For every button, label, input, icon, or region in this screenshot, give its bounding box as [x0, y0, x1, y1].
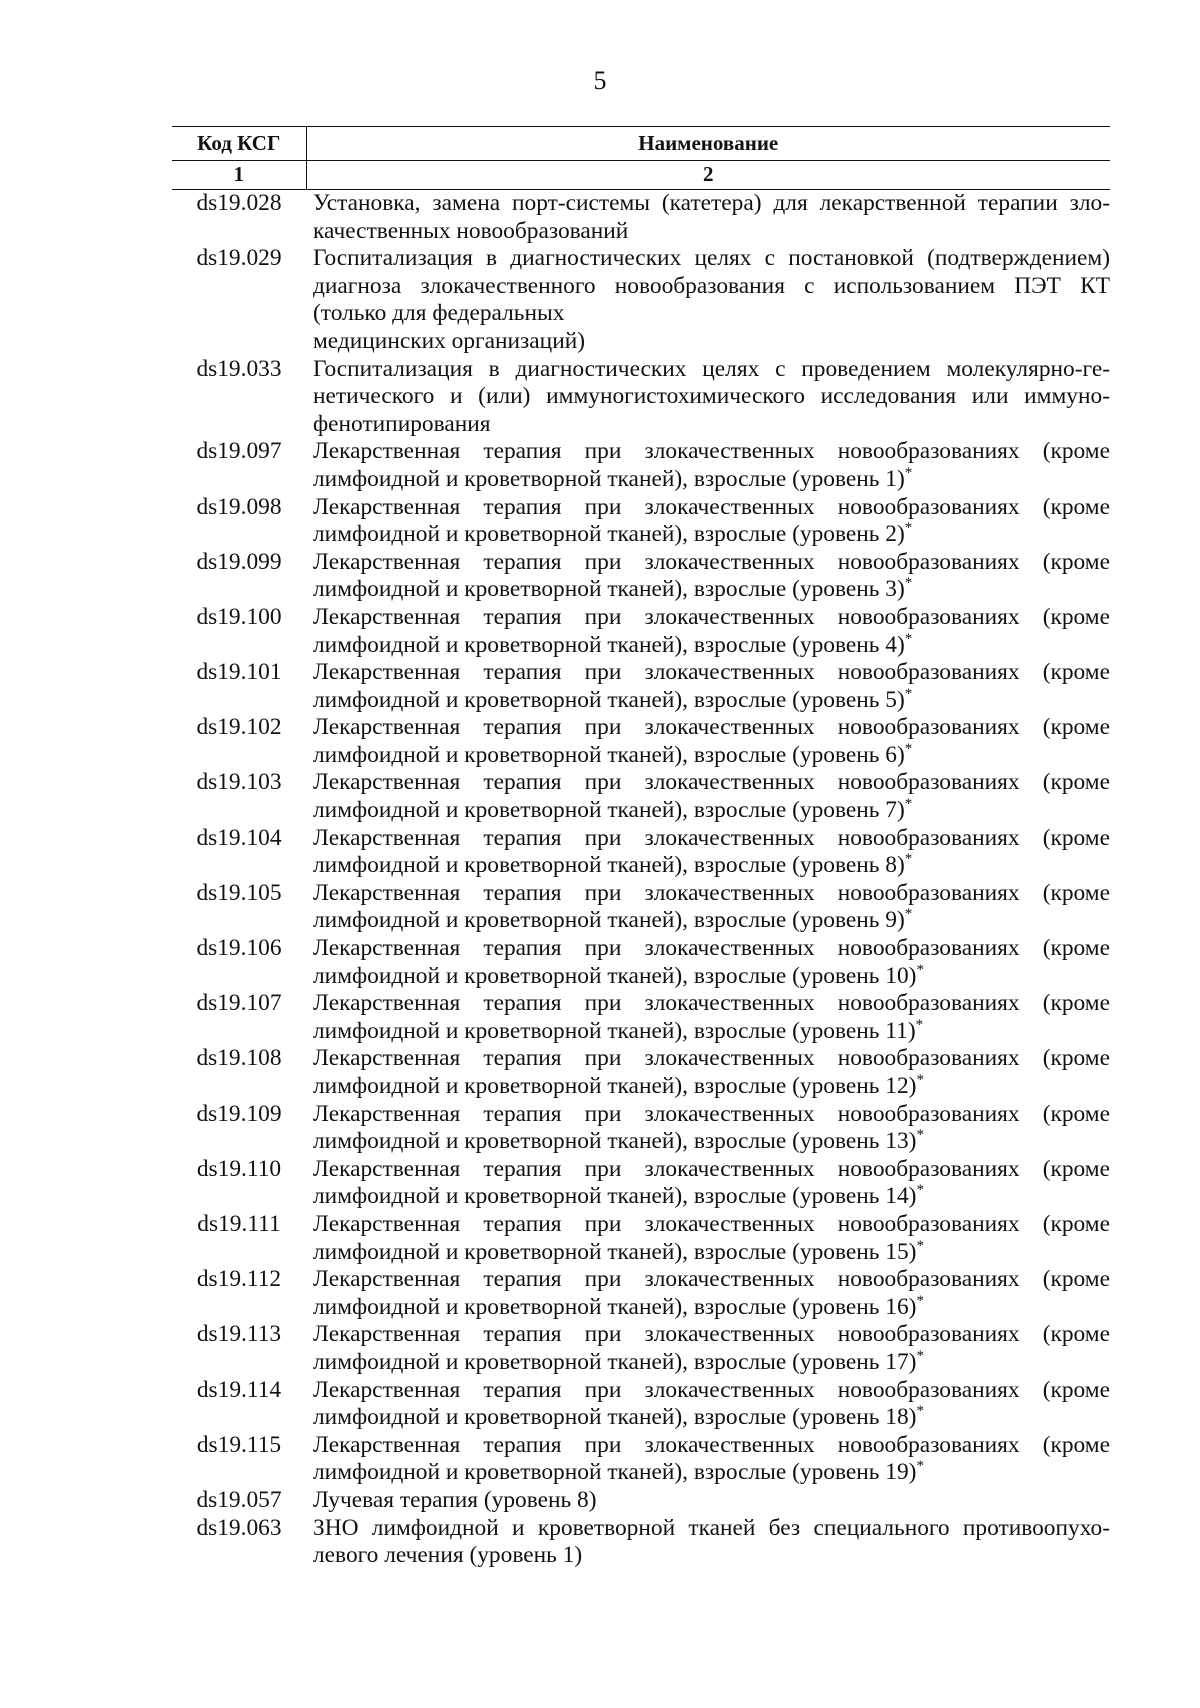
ksg-code: ds19.112 — [196, 1266, 282, 1293]
ksg-code: ds19.111 — [197, 1210, 281, 1237]
ksg-name-text: Лекарственная терапия при злокачественных новообразованиях (кроме — [313, 990, 1110, 1017]
footnote-asterisk: * — [916, 1237, 924, 1254]
table-row — [172, 438, 1110, 493]
table-row — [172, 1266, 1110, 1321]
ksg-code: ds19.113 — [196, 1321, 282, 1348]
footnote-asterisk: * — [904, 575, 913, 592]
ksg-name-text: диагноза злокачественного новообразования с использованием ПЭТ КТ — [313, 272, 1110, 299]
ksg-name-text: Лекарственная терапия при злокачественных новообразованиях (кроме — [313, 769, 1110, 796]
ksg-name — [306, 494, 1110, 549]
ksg-code: ds19.028 — [196, 190, 282, 216]
ksg-name-text: лимфоидной и кроветворной тканей), взрослые (уровень 7) — [313, 797, 905, 824]
ksg-name — [306, 549, 1110, 604]
ksg-name-text: Лекарственная терапия при злокачественных новообразованиях (кроме — [313, 438, 1110, 465]
ksg-name — [306, 825, 1110, 880]
table-row — [172, 1156, 1110, 1211]
ksg-code: ds19.115 — [196, 1431, 282, 1458]
ksg-name-line — [313, 742, 1110, 770]
table-row — [172, 356, 1110, 439]
ksg-name — [306, 1515, 1110, 1570]
ksg-name-text: лимфоидной и кроветворной тканей), взрослые (уровень 16) — [313, 1293, 917, 1320]
ksg-name — [306, 769, 1110, 824]
ksg-name-line — [313, 1349, 1110, 1377]
ksg-name-text: лимфоидной и кроветворной тканей), взрослые (уровень 15) — [313, 1238, 917, 1265]
ksg-name-text: Установка, замена порт-системы (катетера) для лекарственной терапии зло- — [313, 190, 1110, 216]
table-body — [172, 190, 1110, 1570]
ksg-name-line — [313, 769, 1110, 797]
header-row — [172, 127, 1110, 161]
ksg-name-text: лимфоидной и кроветворной тканей), взрослые (уровень 1) — [313, 465, 905, 492]
ksg-name — [306, 438, 1110, 493]
footnote-asterisk: * — [915, 1016, 924, 1033]
ksg-name-text: Лекарственная терапия при злокачественных новообразованиях (кроме — [313, 603, 1110, 630]
ksg-code: ds19.107 — [196, 990, 282, 1017]
footnote-asterisk: * — [916, 1127, 924, 1144]
table-row — [172, 549, 1110, 604]
table-row — [172, 1321, 1110, 1376]
ksg-name-line — [313, 1045, 1110, 1073]
ksg-name — [306, 1211, 1110, 1266]
table-row — [172, 769, 1110, 824]
ksg-name-line — [313, 549, 1110, 577]
ksg-name-text: лимфоидной и кроветворной тканей), взрослые (уровень 4) — [313, 631, 905, 658]
ksg-name-text: лимфоидной и кроветворной тканей), взрослые (уровень 10) — [313, 962, 917, 989]
ksg-table — [172, 126, 1110, 1570]
ksg-name — [306, 190, 1110, 246]
ksg-name — [306, 935, 1110, 990]
ksg-name-line — [313, 218, 1110, 246]
table-row — [172, 1045, 1110, 1100]
ksg-code: ds19.097 — [196, 438, 282, 465]
ksg-name — [306, 880, 1110, 935]
ksg-name-text: Лекарственная терапия при злокачественных новообразованиях (кроме — [313, 1100, 1110, 1127]
ksg-name-line — [313, 963, 1110, 991]
ksg-name-line — [313, 356, 1110, 384]
ksg-name-text: Лекарственная терапия при злокачественных новообразованиях (кроме — [313, 1431, 1110, 1458]
column-number-row — [172, 161, 1110, 190]
ksg-name-text: нетического и (или) иммуногистохимического исследования или иммуно- — [313, 383, 1110, 410]
ksg-code: ds19.109 — [196, 1100, 282, 1127]
footnote-asterisk: * — [916, 1458, 924, 1475]
table-row — [172, 935, 1110, 990]
table-row — [172, 1377, 1110, 1432]
ksg-name-line — [313, 907, 1110, 935]
table-row — [172, 1211, 1110, 1266]
ksg-name-text: Лекарственная терапия при злокачественных новообразованиях (кроме — [313, 879, 1110, 906]
ksg-name-line — [313, 1018, 1110, 1046]
ksg-name-line — [313, 632, 1110, 660]
ksg-name-line — [313, 852, 1110, 880]
footnote-asterisk: * — [916, 1292, 924, 1309]
ksg-name — [306, 604, 1110, 659]
ksg-name-text: Лекарственная терапия при злокачественных новообразованиях (кроме — [313, 1266, 1110, 1293]
table-row — [172, 990, 1110, 1045]
footnote-asterisk: * — [904, 520, 913, 537]
ksg-name-text: лимфоидной и кроветворной тканей), взрослые (уровень 13) — [313, 1128, 917, 1155]
ksg-name-text: фенотипирования — [313, 410, 491, 437]
ksg-name-line — [313, 1101, 1110, 1129]
ksg-code: ds19.102 — [196, 714, 282, 741]
ksg-name — [306, 1432, 1110, 1487]
ksg-name-text: Госпитализация в диагностических целях с проведением молекулярно-ге- — [313, 355, 1110, 382]
ksg-name-line — [313, 494, 1110, 522]
ksg-code: ds19.103 — [196, 769, 282, 796]
table-row — [172, 1432, 1110, 1487]
footnote-asterisk: * — [904, 630, 913, 647]
ksg-name-text: лимфоидной и кроветворной тканей), взрослые (уровень 2) — [313, 521, 905, 548]
footnote-asterisk: * — [904, 851, 913, 868]
ksg-name — [306, 990, 1110, 1045]
ksg-name-text: Лекарственная терапия при злокачественных новообразованиях (кроме — [313, 659, 1110, 686]
ksg-code: ds19.099 — [196, 548, 282, 575]
ksg-name-text: Лекарственная терапия при злокачественных новообразованиях (кроме — [313, 1045, 1110, 1072]
footnote-asterisk: * — [916, 1072, 924, 1088]
ksg-code: ds19.108 — [196, 1045, 282, 1072]
ksg-name-line — [313, 1073, 1110, 1101]
ksg-name-line — [313, 383, 1110, 411]
ksg-name-line — [313, 273, 1110, 301]
ksg-name-text: Лекарственная терапия при злокачественных новообразованиях (кроме — [313, 824, 1110, 851]
ksg-code: ds19.029 — [196, 245, 282, 272]
table-row — [172, 1487, 1110, 1515]
ksg-name — [306, 1487, 1110, 1515]
ksg-name-line — [313, 1377, 1110, 1405]
ksg-name-text: Лекарственная терапия при злокачественных новообразованиях (кроме — [313, 1321, 1110, 1348]
ksg-name-text: лимфоидной и кроветворной тканей), взрослые (уровень 12) — [313, 1073, 917, 1099]
footnote-asterisk: * — [916, 1403, 924, 1420]
ksg-name-line — [313, 190, 1110, 218]
ksg-name-line — [313, 1239, 1110, 1267]
ksg-name — [306, 1266, 1110, 1321]
ksg-name-line — [313, 300, 1110, 328]
table-row — [172, 190, 1110, 246]
ksg-name — [306, 1321, 1110, 1376]
ksg-name-line — [313, 1432, 1110, 1460]
footnote-asterisk: * — [916, 1182, 924, 1199]
page-number: 5 — [593, 66, 607, 95]
ksg-name-line — [313, 1294, 1110, 1322]
ksg-name-text: Лекарственная терапия при злокачественных новообразованиях (кроме — [313, 493, 1110, 520]
ksg-name-line — [313, 1404, 1110, 1432]
ksg-name — [306, 714, 1110, 769]
table-row — [172, 1101, 1110, 1156]
ksg-name-line — [313, 935, 1110, 963]
ksg-name — [306, 1156, 1110, 1211]
ksg-name-line — [313, 659, 1110, 687]
ksg-code: ds19.098 — [196, 493, 282, 520]
ksg-code: ds19.105 — [196, 879, 282, 906]
ksg-name-line — [313, 1321, 1110, 1349]
ksg-name-line — [313, 521, 1110, 549]
ksg-name-text: лимфоидной и кроветворной тканей), взрослые (уровень 19) — [313, 1459, 917, 1486]
table-row — [172, 714, 1110, 769]
ksg-name-text: левого лечения (уровень 1) — [313, 1542, 583, 1569]
ksg-name-text: Лекарственная терапия при злокачественных новообразованиях (кроме — [313, 548, 1110, 575]
ksg-name-line — [313, 1128, 1110, 1156]
ksg-name-line — [313, 880, 1110, 908]
ksg-name — [306, 356, 1110, 439]
ksg-name-text: Лучевая терапия (уровень 8) — [313, 1486, 597, 1513]
ksg-name-text: Лекарственная терапия при злокачественных новообразованиях (кроме — [313, 714, 1110, 741]
ksg-name-text: медицинских организаций) — [313, 327, 586, 354]
ksg-name-text: лимфоидной и кроветворной тканей), взрослые (уровень 9) — [313, 907, 905, 934]
ksg-name-line — [313, 990, 1110, 1018]
footnote-asterisk: * — [916, 961, 924, 978]
ksg-name-line — [313, 825, 1110, 853]
table-row — [172, 825, 1110, 880]
ksg-name-line — [313, 1459, 1110, 1487]
ksg-name-text: Лекарственная терапия при злокачественных новообразованиях (кроме — [313, 1376, 1110, 1403]
ksg-name-line — [313, 1156, 1110, 1184]
ksg-name-line — [313, 1515, 1110, 1543]
table-header — [172, 127, 1110, 190]
ksg-name-line — [313, 604, 1110, 632]
ksg-name-text: ЗНО лимфоидной и кроветворной тканей без специального противоопухо- — [313, 1514, 1110, 1541]
ksg-code: ds19.033 — [196, 355, 282, 382]
footnote-asterisk: * — [916, 1347, 924, 1364]
ksg-name-text: Лекарственная терапия при злокачественных новообразованиях (кроме — [313, 1155, 1110, 1182]
column-number-1: 1 — [172, 161, 306, 190]
ksg-name-line — [313, 687, 1110, 715]
column-number-2: 2 — [306, 161, 1110, 190]
footnote-asterisk: * — [904, 685, 913, 702]
ksg-name-line — [313, 1211, 1110, 1239]
ksg-name-text: Госпитализация в диагностических целях с постановкой (подтверждением) — [313, 245, 1110, 272]
ksg-code: ds19.057 — [196, 1486, 282, 1513]
ksg-name — [306, 1101, 1110, 1156]
ksg-name-line — [313, 466, 1110, 494]
ksg-name-line — [313, 1183, 1110, 1211]
table-row — [172, 604, 1110, 659]
ksg-name-text: качественных новообразований — [313, 217, 629, 244]
ksg-name-line — [313, 797, 1110, 825]
ksg-name-line — [313, 245, 1110, 273]
table-row — [172, 880, 1110, 935]
table-row — [172, 1515, 1110, 1570]
ksg-name-line — [313, 411, 1110, 439]
ksg-name-text: лимфоидной и кроветворной тканей), взрослые (уровень 17) — [313, 1348, 917, 1375]
ksg-name — [306, 1377, 1110, 1432]
ksg-name-line — [313, 328, 1110, 356]
ksg-name-text: лимфоидной и кроветворной тканей), взрослые (уровень 18) — [313, 1404, 917, 1431]
footnote-asterisk: * — [904, 796, 913, 813]
ksg-name-text: (только для федеральных — [313, 300, 565, 327]
ksg-name-text: лимфоидной и кроветворной тканей), взрослые (уровень 8) — [313, 852, 905, 879]
ksg-name-text: лимфоидной и кроветворной тканей), взрослые (уровень 11) — [313, 1017, 916, 1044]
ksg-code: ds19.110 — [196, 1155, 282, 1182]
ksg-name-text: Лекарственная терапия при злокачественных новообразованиях (кроме — [313, 935, 1110, 962]
table-row — [172, 494, 1110, 549]
header-code: Код КСГ — [172, 127, 306, 161]
ksg-code: ds19.114 — [196, 1376, 282, 1403]
ksg-name-text: лимфоидной и кроветворной тканей), взрослые (уровень 14) — [313, 1183, 917, 1210]
ksg-name-text: лимфоидной и кроветворной тканей), взрослые (уровень 6) — [313, 741, 905, 768]
ksg-code: ds19.100 — [196, 603, 282, 630]
ksg-name-line — [313, 714, 1110, 742]
ksg-name-text: лимфоидной и кроветворной тканей), взрослые (уровень 5) — [313, 686, 905, 713]
ksg-name-line — [313, 438, 1110, 466]
footnote-asterisk: * — [904, 464, 913, 481]
ksg-code: ds19.101 — [196, 659, 282, 686]
ksg-code: ds19.104 — [196, 824, 282, 851]
ksg-code: ds19.063 — [196, 1514, 282, 1541]
ksg-code: ds19.106 — [196, 935, 282, 962]
ksg-name-line — [313, 1542, 1110, 1570]
ksg-name-line — [313, 1487, 1110, 1515]
header-name: Наименование — [306, 127, 1110, 161]
table-row — [172, 245, 1110, 355]
ksg-name — [306, 1045, 1110, 1100]
ksg-name-text: Лекарственная терапия при злокачественных новообразованиях (кроме — [313, 1210, 1110, 1237]
footnote-asterisk: * — [904, 906, 913, 923]
ksg-name-text: лимфоидной и кроветворной тканей), взрослые (уровень 3) — [313, 576, 905, 603]
ksg-name — [306, 659, 1110, 714]
table-row — [172, 659, 1110, 714]
ksg-name-line — [313, 576, 1110, 604]
ksg-name-line — [313, 1266, 1110, 1294]
footnote-asterisk: * — [904, 740, 913, 757]
ksg-name — [306, 245, 1110, 355]
